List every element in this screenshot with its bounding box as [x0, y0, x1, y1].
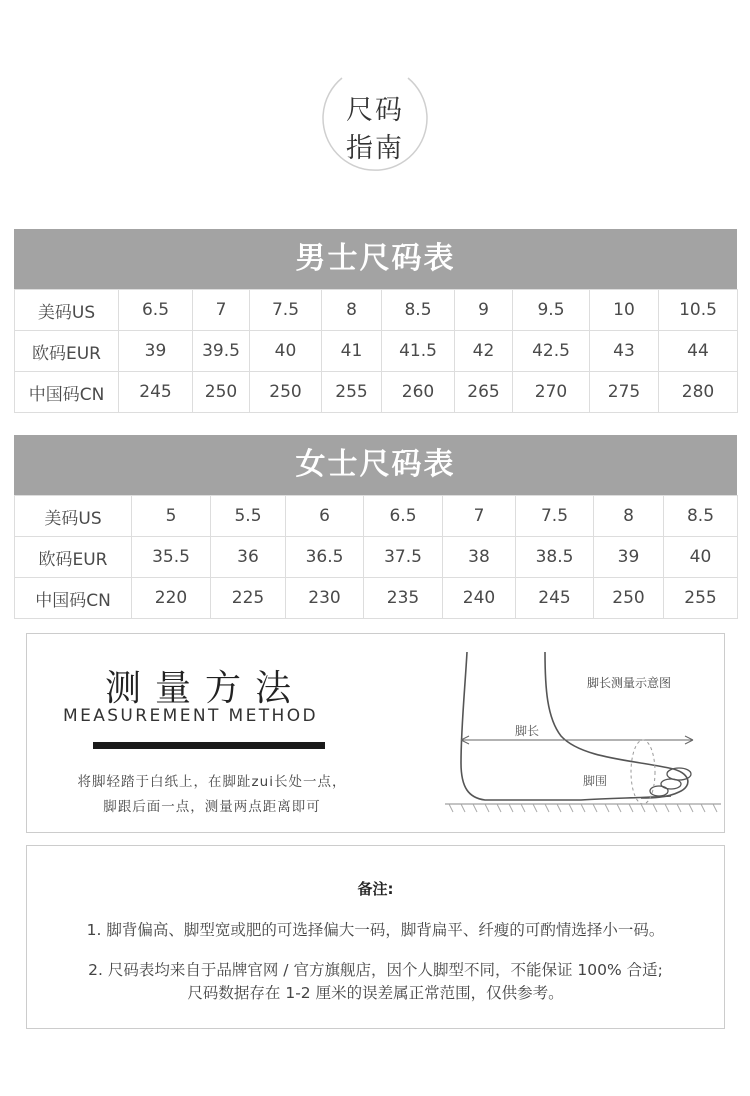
measurement-method-panel — [26, 633, 725, 833]
size-cell: 255 — [322, 372, 382, 413]
size-cell: 6.5 — [119, 290, 193, 331]
note-line-3: 尺码数据存在 1-2 厘米的误差属正常范围，仅供参考。 — [187, 984, 564, 1002]
size-cell: 8.5 — [664, 496, 738, 537]
table-row — [15, 372, 738, 413]
table-row — [15, 537, 738, 578]
women-size-chart-title: 女士尺码表 — [14, 435, 737, 495]
size-cell: 40 — [250, 331, 322, 372]
size-cell: 7 — [443, 496, 516, 537]
size-cell: 10 — [590, 290, 659, 331]
size-cell: 9 — [455, 290, 513, 331]
size-cell: 6 — [286, 496, 364, 537]
row-header-cell: 中国码CN — [15, 578, 132, 619]
size-cell: 260 — [382, 372, 455, 413]
diagram-caption: 脚长测量示意图 — [587, 676, 672, 690]
size-cell: 44 — [659, 331, 738, 372]
badge-line-2: 指南 — [346, 133, 404, 164]
men-size-chart-title: 男士尺码表 — [14, 229, 737, 289]
size-cell: 40 — [664, 537, 738, 578]
size-cell: 5.5 — [211, 496, 286, 537]
size-cell: 250 — [193, 372, 250, 413]
size-cell: 7 — [193, 290, 250, 331]
size-cell: 8 — [594, 496, 664, 537]
size-cell: 5 — [132, 496, 211, 537]
method-description-line-2: 脚跟后面一点，测量两点距离即可 — [103, 799, 321, 815]
size-cell: 39 — [119, 331, 193, 372]
notes-panel — [26, 845, 725, 1029]
size-cell: 8 — [322, 290, 382, 331]
method-divider-bar — [93, 742, 325, 749]
method-title: 测量方法 — [105, 668, 306, 709]
notes-title: 备注: — [357, 880, 394, 898]
foot-length-label: 脚长 — [515, 724, 540, 738]
row-header-cell: 中国码CN — [15, 372, 119, 413]
foot-diagram-icon — [421, 648, 721, 818]
note-line-1: 1. 脚背偏高、脚型宽或肥的可选择偏大一码，脚背扁平、纤瘦的可酌情选择小一码。 — [86, 921, 665, 939]
size-cell: 41 — [322, 331, 382, 372]
size-cell: 38.5 — [516, 537, 594, 578]
size-cell: 7.5 — [516, 496, 594, 537]
size-cell: 9.5 — [513, 290, 590, 331]
size-cell: 235 — [364, 578, 443, 619]
size-guide-badge — [320, 66, 430, 184]
size-cell: 250 — [250, 372, 322, 413]
method-subtitle: MEASUREMENT METHOD — [63, 706, 318, 726]
size-cell: 8.5 — [382, 290, 455, 331]
size-cell: 37.5 — [364, 537, 443, 578]
size-cell: 7.5 — [250, 290, 322, 331]
row-header-cell: 欧码EUR — [15, 331, 119, 372]
size-cell: 43 — [590, 331, 659, 372]
size-cell: 6.5 — [364, 496, 443, 537]
size-cell: 41.5 — [382, 331, 455, 372]
row-header-cell: 美码US — [15, 496, 132, 537]
badge-line-1: 尺码 — [346, 95, 404, 126]
size-cell: 270 — [513, 372, 590, 413]
women-size-table — [14, 495, 738, 619]
size-cell: 10.5 — [659, 290, 738, 331]
size-cell: 245 — [119, 372, 193, 413]
method-description-line-1: 将脚轻踏于白纸上，在脚趾zui长处一点， — [77, 774, 347, 790]
size-cell: 255 — [664, 578, 738, 619]
men-size-table — [14, 289, 738, 413]
size-cell: 39 — [594, 537, 664, 578]
size-cell: 230 — [286, 578, 364, 619]
table-row — [15, 578, 738, 619]
foot-girth-label: 脚围 — [583, 774, 608, 788]
row-header-cell: 美码US — [15, 290, 119, 331]
size-cell: 36.5 — [286, 537, 364, 578]
table-row — [15, 496, 738, 537]
size-cell: 42 — [455, 331, 513, 372]
size-cell: 35.5 — [132, 537, 211, 578]
note-line-2: 2. 尺码表均来自于品牌官网 / 官方旗舰店，因个人脚型不同，不能保证 100% 合适; — [88, 961, 663, 979]
size-cell: 240 — [443, 578, 516, 619]
size-cell: 42.5 — [513, 331, 590, 372]
size-cell: 220 — [132, 578, 211, 619]
size-cell: 38 — [443, 537, 516, 578]
size-cell: 250 — [594, 578, 664, 619]
row-header-cell: 欧码EUR — [15, 537, 132, 578]
size-cell: 280 — [659, 372, 738, 413]
size-cell: 275 — [590, 372, 659, 413]
size-cell: 36 — [211, 537, 286, 578]
size-cell: 245 — [516, 578, 594, 619]
table-row — [15, 331, 738, 372]
size-cell: 225 — [211, 578, 286, 619]
size-cell: 39.5 — [193, 331, 250, 372]
size-cell: 265 — [455, 372, 513, 413]
table-row — [15, 290, 738, 331]
